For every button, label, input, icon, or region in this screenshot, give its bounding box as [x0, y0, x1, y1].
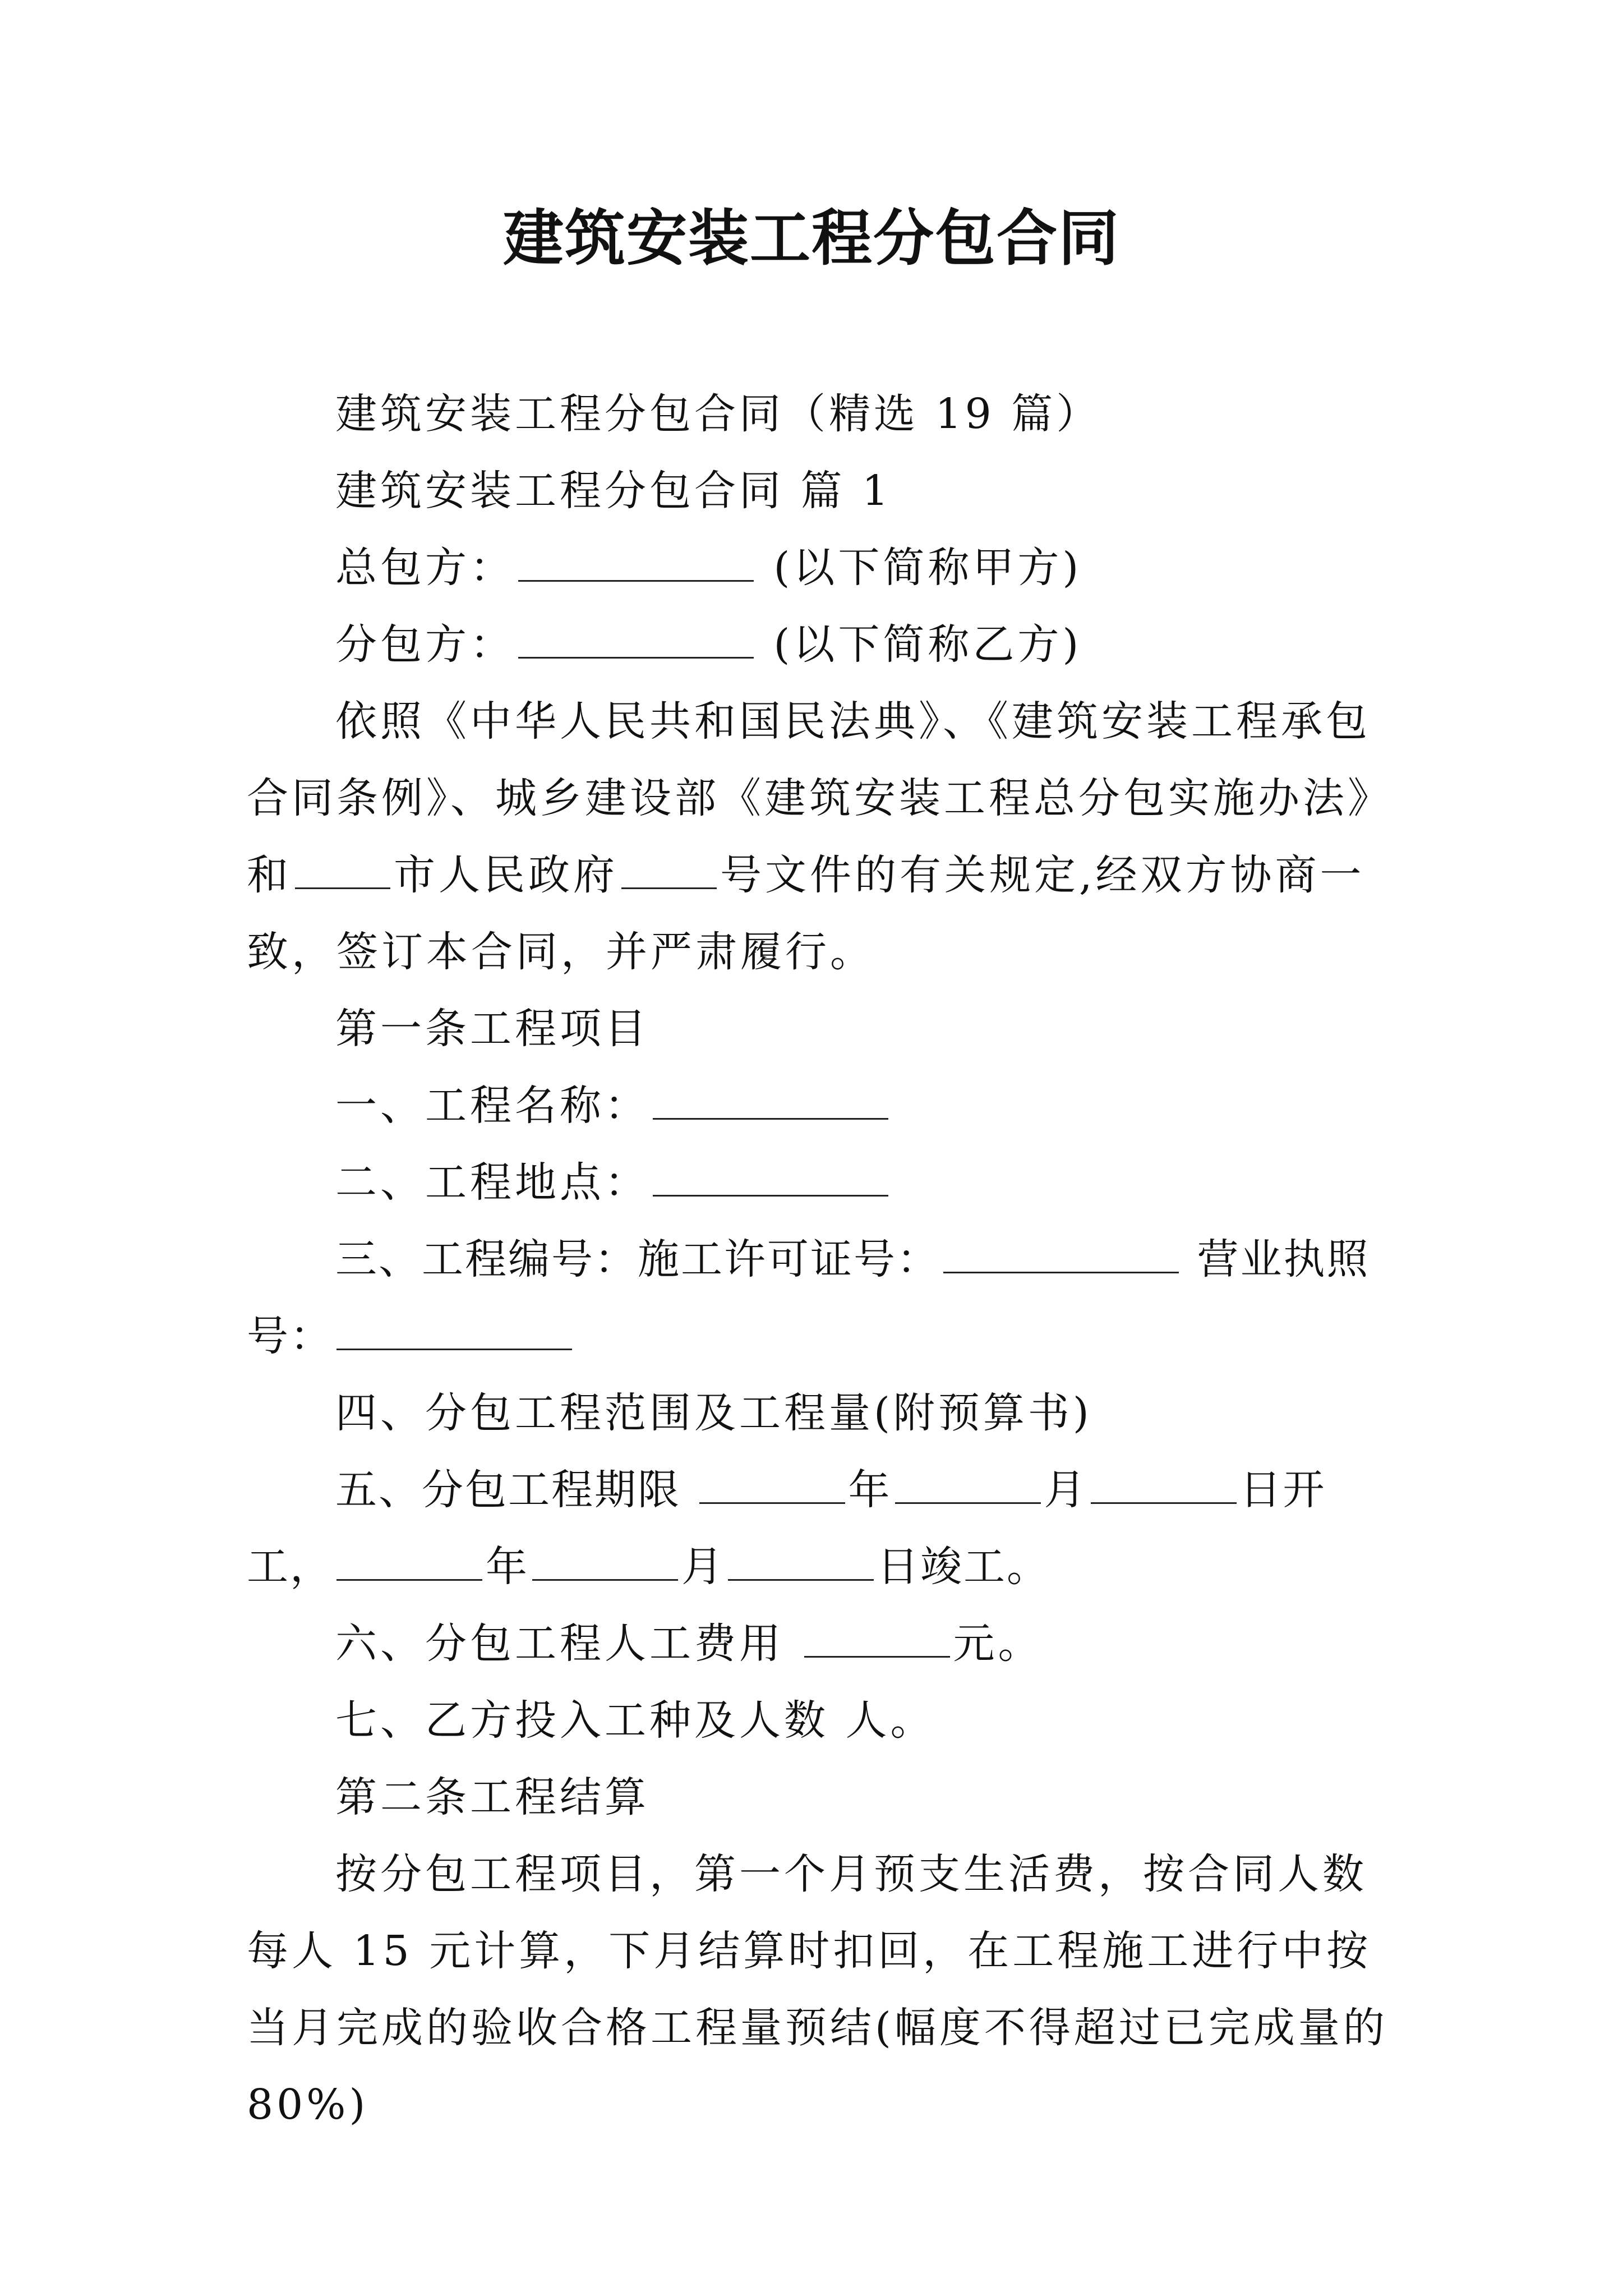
subcontractor-suffix: (以下简称乙方) — [773, 620, 1082, 669]
subcontractor-blank — [518, 622, 754, 659]
article2-heading: 第二条工程结算 — [335, 1773, 649, 1821]
labor-cost-line — [247, 1605, 1391, 1682]
project-number-label: 三、工程编号：施工许可证号： — [335, 1235, 940, 1283]
subcontractor-label: 分包方： — [335, 620, 515, 669]
contractor-line — [247, 530, 1391, 606]
start-year-unit: 年 — [848, 1466, 892, 1514]
scope-line: 四、分包工程范围及工程量(附预算书) — [335, 1389, 1092, 1437]
end-year-blank — [336, 1544, 482, 1581]
workers-line: 七、乙方投入工种及人数 人。 — [335, 1696, 935, 1745]
end-day-blank — [728, 1544, 874, 1581]
project-location-label: 二、工程地点： — [335, 1158, 649, 1207]
basis-paragraph — [247, 683, 1391, 991]
labor-cost-blank — [804, 1621, 950, 1658]
project-location-blank — [653, 1160, 888, 1197]
start-year-blank — [699, 1467, 845, 1504]
document-title: 建筑安装工程分包合同 — [502, 203, 1120, 274]
project-name-label: 一、工程名称： — [335, 1082, 649, 1130]
project-name-blank — [653, 1083, 888, 1120]
end-month-unit: 月 — [681, 1543, 725, 1591]
permit-number-blank — [943, 1237, 1179, 1273]
settlement-paragraph: 按分包工程项目，第一个月预支生活费，按合同人数每人 15 元计算，下月结算时扣回，在工程施工进行中按当月完成的验收合格工程量预结(幅度不得超过已完成量的 80%) — [247, 1850, 1388, 2129]
subcontractor-line — [247, 606, 1391, 683]
section-heading: 建筑安装工程分包合同 篇 1 — [335, 467, 892, 515]
project-location-line — [247, 1144, 1391, 1221]
project-name-line — [247, 1068, 1391, 1144]
contractor-blank — [518, 545, 754, 582]
period-label: 五、分包工程期限 — [335, 1466, 681, 1514]
project-number-line — [247, 1221, 1391, 1375]
city-blank — [295, 853, 390, 889]
period-line — [247, 1452, 1391, 1605]
contractor-label: 总包方： — [335, 544, 515, 592]
start-day-blank — [1091, 1467, 1237, 1504]
basis-text-1: 依照《中华人民共和国民法典》、《建筑安装工程承包合同条例》、城乡建设部《建筑安装工程总分包实施办法》和 — [247, 697, 1372, 899]
basis-text-2: 市人民政府 — [394, 851, 618, 899]
article1-heading: 第一条工程项目 — [335, 1005, 649, 1053]
start-month-blank — [895, 1467, 1041, 1504]
labor-cost-unit: 元。 — [953, 1619, 1043, 1668]
end-month-blank — [532, 1544, 678, 1581]
license-number-blank — [336, 1314, 572, 1350]
labor-cost-label: 六、分包工程人工费用 — [335, 1619, 784, 1668]
start-month-unit: 月 — [1044, 1466, 1087, 1514]
end-day-unit: 日竣工。 — [877, 1543, 1050, 1591]
contractor-suffix: (以下简称甲方) — [773, 544, 1082, 592]
basis-text-3: 号文件的有关规定,经双方协商一致，签订本合同，并严肃履行。 — [247, 851, 1365, 976]
license-number-label: 营业执照号： — [247, 1235, 1370, 1360]
start-day-unit: 日开工， — [247, 1466, 1326, 1591]
document-number-blank — [621, 853, 717, 889]
end-year-unit: 年 — [486, 1543, 529, 1591]
document-subtitle: 建筑安装工程分包合同（精选 19 篇） — [335, 390, 1101, 438]
document-body — [247, 376, 1391, 2143]
